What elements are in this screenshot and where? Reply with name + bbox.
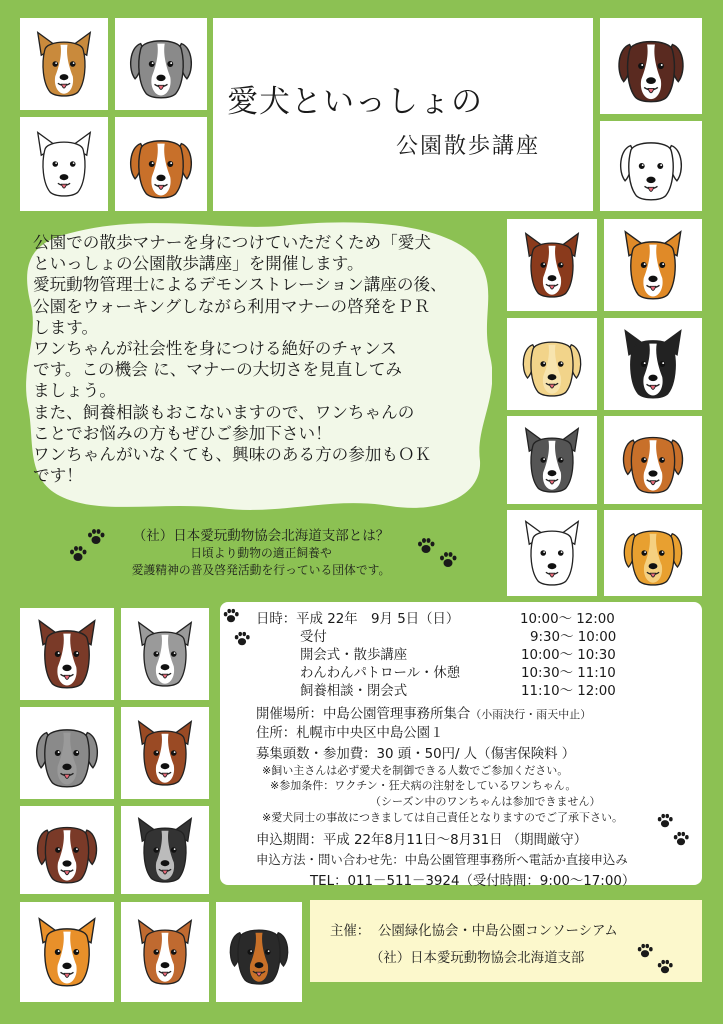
recruit-note: ※愛犬同士の事故につきましては自己責任となりますのでご了承下さい。 [262,811,623,824]
schedule-row-time: 10:30～ 11:10 [521,666,616,681]
dog-illustration [29,126,99,202]
recruit-note: ※飼い主さんは必ず愛犬を制御できる人数でご参加ください。 [262,764,569,777]
recruit-note: （シーズン中のワンちゃんは参加できません） [370,795,601,808]
host-box [310,900,702,982]
dog-tile [600,18,702,114]
intro-line: 公園での散歩マナーを身につけていただくため「愛犬 [33,233,431,252]
venue-address: 住所：札幌市中央区中島公園１ [256,726,444,741]
title-main: 愛犬といっしょの [227,84,483,120]
dog-tile [20,608,114,700]
venue-place [256,703,591,722]
dog-tile [507,510,597,596]
paw-print-icon [68,544,88,564]
intro-line: ましょう。 [33,381,116,401]
application-period: 申込期間：平成 22年8月11日～8月31日 （期間厳守） [256,833,588,848]
dog-tile [20,117,108,211]
dog-illustration [616,327,690,401]
dog-tile [216,902,302,1002]
intro-line: 愛玩動物管理士によるデモンストレーション講座の後、 [33,275,447,295]
dog-tile [115,18,207,110]
tel-hours: （受付時間：9:00～17:00） [459,874,636,889]
dog-illustration [611,129,691,203]
organization-desc-1: 日頃より動物の適正飼養や [190,546,332,560]
dog-tile [121,806,209,894]
paw-print-icon [656,812,674,830]
organization-info [96,528,426,579]
dog-illustration [517,424,587,496]
schedule-row-label: 開会式・散歩講座 [300,648,408,663]
dog-tile [121,707,209,799]
dog-illustration [224,912,294,992]
dog-tile [20,902,114,1002]
dog-illustration [610,27,692,105]
dog-illustration [124,126,198,202]
dog-illustration [30,814,104,886]
host-label: 主催： [330,924,371,939]
dog-tile [121,902,209,1002]
paw-print-icon [636,942,654,960]
dog-tile [20,707,114,799]
dog-illustration [616,228,690,302]
schedule-row-time: 9:30～ 10:00 [530,630,617,645]
paw-print-icon [416,536,436,556]
dog-tile [20,18,108,110]
dog-illustration [616,518,690,588]
paw-print-icon [656,958,674,976]
dog-tile [604,318,702,410]
schedule-row-label: わんわんパトロール・休憩 [300,666,461,681]
host-org-2: （社）日本愛玩動物協会北海道支部 [370,951,585,966]
intro-line: ワンちゃんが社会性を身につける絶好のチャンス [33,339,397,359]
venue-place-note: （小雨決行・雨天中止） [470,708,592,721]
dog-illustration [517,518,587,588]
recruit-main: 募集頭数・参加費：30 頭・50円/ 人（傷害保険料 ） [256,747,576,762]
dog-illustration [30,912,104,992]
host-org-1: 公園緑化協会・中島公園コンソーシアム [378,924,618,939]
intro-line: また、飼養相談もおこないますので、ワンちゃんの [33,402,415,422]
dog-illustration [616,424,690,496]
dog-tile [115,117,207,211]
paw-print-icon [438,550,458,570]
dog-illustration [124,27,198,101]
intro-line: ワンちゃんがいなくても、興味のある方の参加もＯＫ [33,445,432,465]
dog-tile [600,121,702,211]
dog-illustration [130,912,200,992]
schedule-date: 日時：平成 22年 9月 5日（日） [256,612,460,627]
schedule-date-time: 10:00～ 12:00 [520,612,615,627]
dog-illustration [30,716,104,790]
dog-tile [121,608,209,700]
dog-tile [604,416,702,504]
title-sub: 公園散歩講座 [396,134,541,159]
intro-line: です！ [33,466,83,486]
dog-illustration [130,814,200,886]
intro-line: ことでお悩みの方もぜひご参加下さい！ [33,423,332,443]
dog-tile [507,416,597,504]
tel-number: TEL：011－511－3924 [310,874,460,889]
intro-line: です。この機会 に、マナーの大切さを見直してみ [33,360,403,380]
schedule-row-time: 10:00～ 10:30 [521,648,616,663]
dog-illustration [517,327,587,401]
schedule-row-label: 受付 [300,630,327,645]
intro-text [33,232,503,486]
application-method: 申込方法・問い合わせ先：中島公園管理事務所へ電話か直接申込み [256,852,628,867]
dog-tile [507,318,597,410]
paw-print-icon [86,527,106,547]
venue-place-text: 開催場所：中島公園管理事務所集合 [256,707,471,722]
schedule-row-time: 11:10～ 12:00 [521,684,616,699]
intro-line: 公園をウォーキングしながら利用マナーの啓発をＰＲ [33,296,431,316]
dog-illustration [130,716,200,790]
intro-line: といっしょの公園散歩講座」を開催します。 [33,254,364,274]
organization-heading: （社）日本愛玩動物協会北海道支部とは？ [132,528,390,544]
paw-print-icon [672,830,690,848]
dog-tile [507,219,597,311]
recruit-note: ※参加条件：ワクチン・狂犬病の注射をしているワンちゃん。 [270,779,577,792]
dog-illustration [29,27,99,101]
dog-illustration [130,617,200,691]
paw-print-icon [233,630,251,648]
dog-tile [604,510,702,596]
dog-illustration [517,228,587,302]
schedule-row-label: 飼養相談・閉会式 [300,684,408,699]
dog-illustration [30,617,104,691]
dog-tile [604,219,702,311]
dog-tile [20,806,114,894]
paw-print-icon [222,607,240,625]
intro-line: します。 [33,317,99,337]
organization-desc-2: 愛護精神の普及啓発活動を行っている団体です。 [131,563,391,577]
application-tel [310,870,635,889]
